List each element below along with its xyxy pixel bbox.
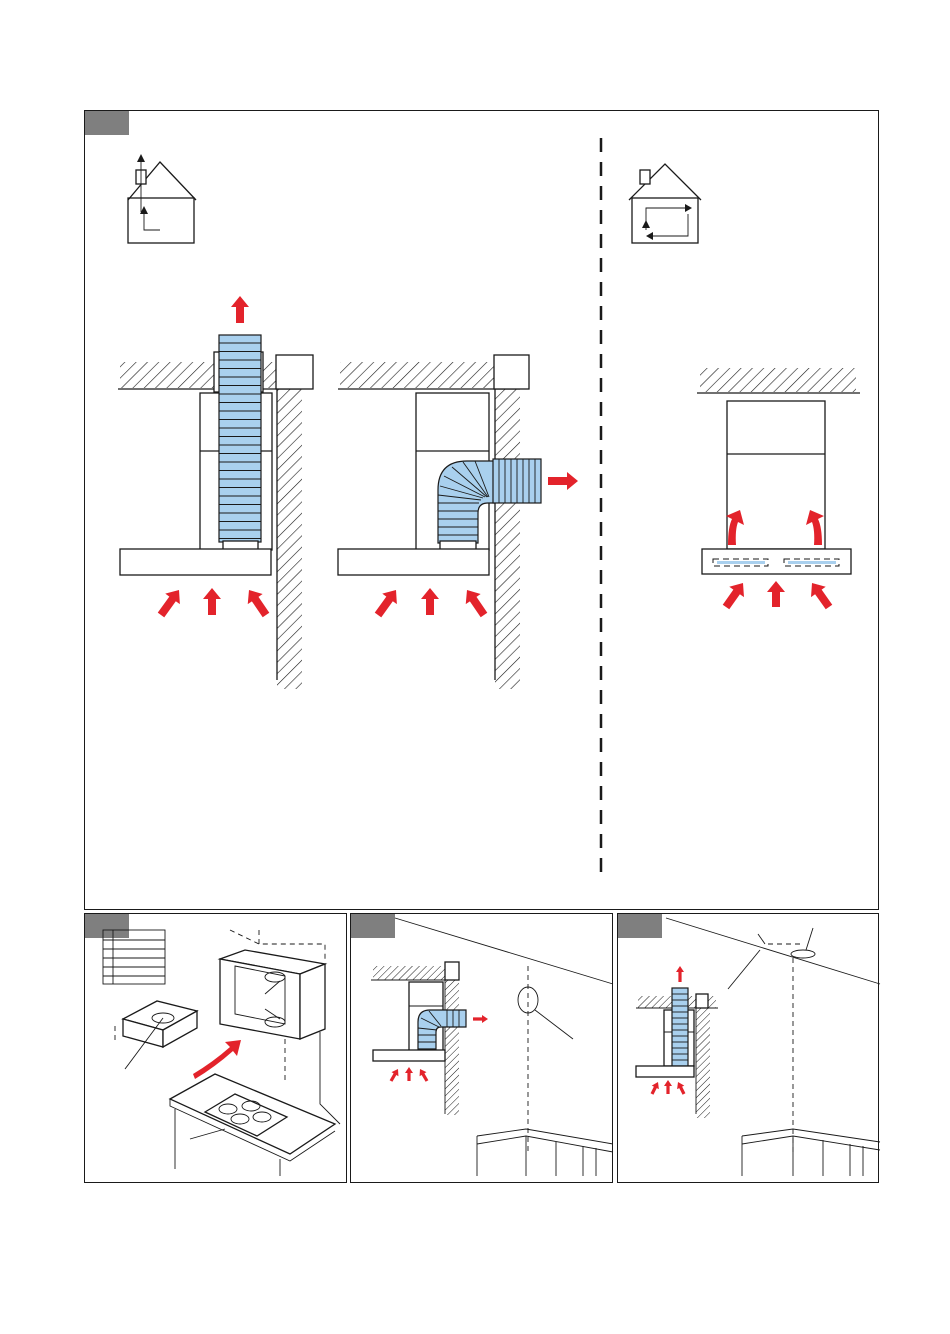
installation-template-drawing <box>85 914 348 1184</box>
vertical-duct <box>219 335 261 542</box>
exhaust-up-arrow <box>231 296 249 323</box>
ceiling-exit-drawing <box>618 914 880 1184</box>
exhaust-side-arrow <box>548 472 578 490</box>
airflow-small-arrow <box>473 1015 488 1023</box>
intake-arrow <box>421 588 439 615</box>
airflow-small-arrow <box>390 1069 399 1082</box>
airflow-small-arrow <box>677 1082 685 1095</box>
intake-arrow <box>767 581 785 607</box>
counter-hob <box>170 1074 335 1176</box>
intake-arrow <box>466 590 488 617</box>
intake-arrow <box>248 590 270 617</box>
ducted-vertical-diagram <box>118 335 313 689</box>
wall-exit-drawing <box>351 914 614 1184</box>
bottom-middle-panel <box>350 913 613 1183</box>
intake-arrow <box>158 590 180 617</box>
fit-arrow <box>193 1040 241 1079</box>
bottom-left-panel <box>84 913 347 1183</box>
hood-canopy-2 <box>338 549 489 575</box>
recirculation-diagram <box>697 368 860 574</box>
bottom-right-panel <box>617 913 879 1183</box>
intake-arrow <box>723 583 744 609</box>
intake-arrow <box>203 588 221 615</box>
house-ducted-icon <box>128 154 196 243</box>
airflow-small-arrow <box>676 966 684 982</box>
ceiling-hole-marker <box>791 950 815 958</box>
house-recirculation-icon <box>629 164 701 243</box>
intake-arrow <box>811 583 832 609</box>
legend-table <box>103 930 165 984</box>
ceiling-hatch <box>120 362 296 388</box>
wall-hole-marker <box>518 987 538 1013</box>
airflow-small-arrow <box>420 1069 429 1082</box>
airflow-small-arrow <box>664 1080 672 1094</box>
wall-hatch <box>277 389 302 689</box>
ducted-horizontal-diagram <box>338 355 541 689</box>
airflow-small-arrow <box>405 1067 413 1081</box>
hood-canopy <box>120 549 271 575</box>
intake-arrow <box>375 590 397 617</box>
hood-template-box <box>115 1001 197 1069</box>
wall-socket-box <box>276 355 313 389</box>
airflow-small-arrow <box>651 1082 659 1095</box>
chimney-3 <box>727 401 825 549</box>
